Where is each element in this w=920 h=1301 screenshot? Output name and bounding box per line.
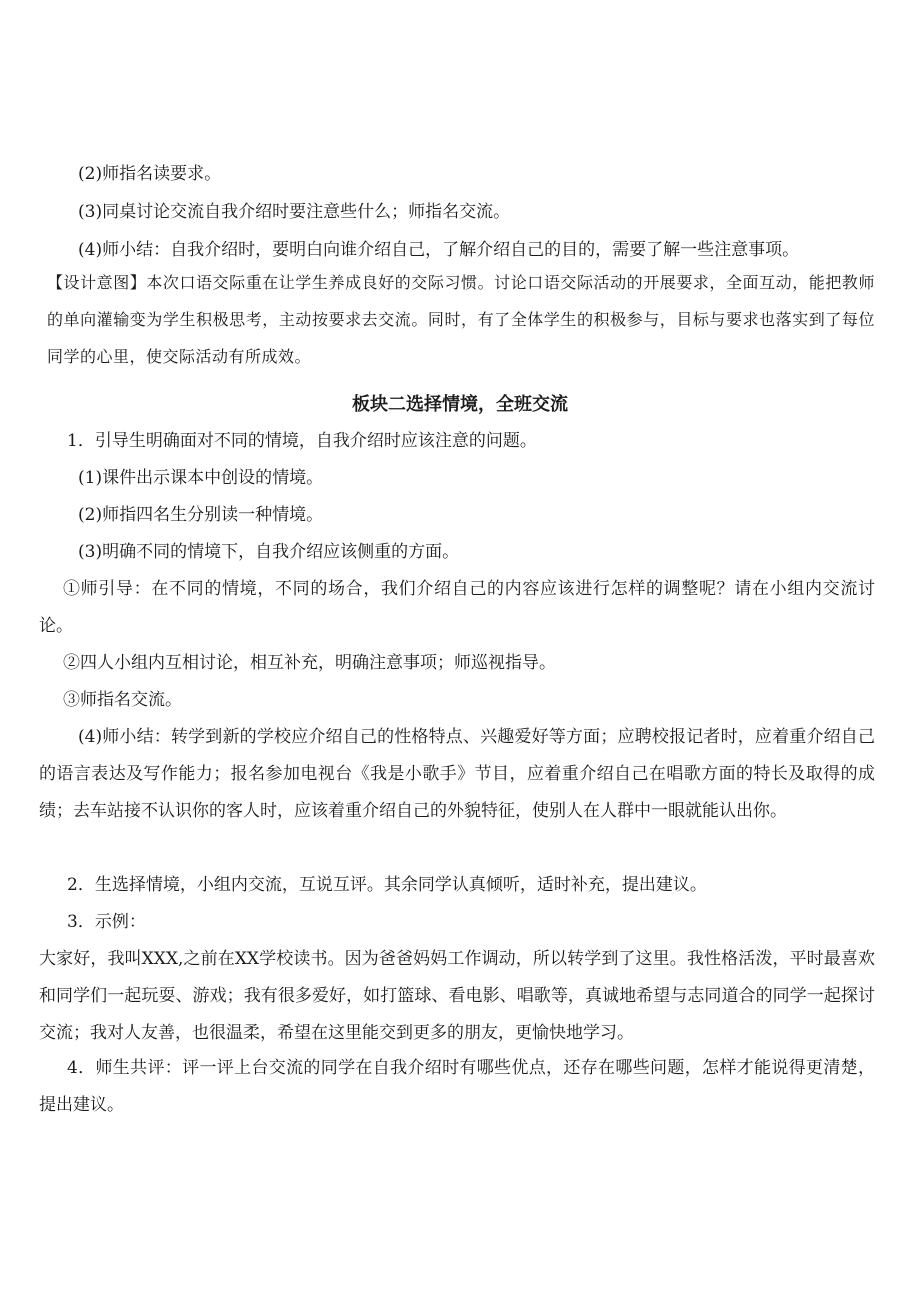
section-heading: 板块二选择情境，全班交流 <box>352 394 568 415</box>
step-4: 4．师生共评：评一评上台交流的同学在自我介绍时有哪些优点，还存在哪些问题，怎样才能说得更清楚，提出建议。 <box>39 1058 875 1115</box>
step-item-3: (3)同桌讨论交流自我介绍时要注意些什么；师指名交流。 <box>78 202 511 222</box>
circle-item-2: ②四人小组内互相讨论，相互补充，明确注意事项；师巡视指导。 <box>63 653 556 673</box>
circle-item-3: ③师指名交流。 <box>63 690 182 710</box>
step-3: 3．示例： <box>67 912 146 932</box>
sub-item-1: (1)课件出示课本中创设的情境。 <box>78 468 324 488</box>
step-item-2: (2)师指名读要求。 <box>78 164 222 184</box>
circle-item-1: ①师引导：在不同的情境，不同的场合，我们介绍自己的内容应该进行怎样的调整呢？请在小组内交流讨论。 <box>39 579 875 636</box>
step-item-4: (4)师小结：自我介绍时，要明白向谁介绍自己，了解介绍自己的目的，需要了解一些注意事项。 <box>78 240 800 260</box>
sub-item-3: (3)明确不同的情境下，自我介绍应该侧重的方面。 <box>78 542 460 562</box>
sub-item-4-summary: (4)师小结：转学到新的学校应介绍自己的性格特点、兴趣爱好等方面；应聘校报记者时，应着重介绍自己的语言表达及写作能力；报名参加电视台《我是小歌手》节目，应着重介绍自己在唱歌方面的特长及取得的成绩；去车站接不认识你的客人时，应该着重介绍自己的外貌特征，使别人在人群中一眼就能认出你。 <box>39 727 875 821</box>
design-intent-paragraph: 【设计意图】本次口语交际重在让学生养成良好的交际习惯。讨论口语交际活动的开展要求，全面互动，能把教师的单向灌输变为学生积极思考，主动按要求去交流。同时，有了全体学生的积极参与，目标与要求也落实到了每位同学的心里，使交际活动有所成效。 <box>47 273 875 366</box>
step-2: 2．生选择情境，小组内交流，互说互评。其余同学认真倾听，适时补充，提出建议。 <box>67 875 707 895</box>
example-paragraph: 大家好，我叫XXX,之前在XX学校读书。因为爸爸妈妈工作调动，所以转学到了这里。我性格活泼，平时最喜欢和同学们一起玩耍、游戏；我有很多爱好，如打篮球、看电影、唱歌等，真诚地希望与志同道合的同学一起探讨交流；我对人友善，也很温柔，希望在这里能交到更多的朋友，更愉快地学习。 <box>39 949 875 1043</box>
step-1: 1．引导生明确面对不同的情境，自我介绍时应该注意的问题。 <box>67 431 537 451</box>
sub-item-2: (2)师指四名生分别读一种情境。 <box>78 505 324 525</box>
